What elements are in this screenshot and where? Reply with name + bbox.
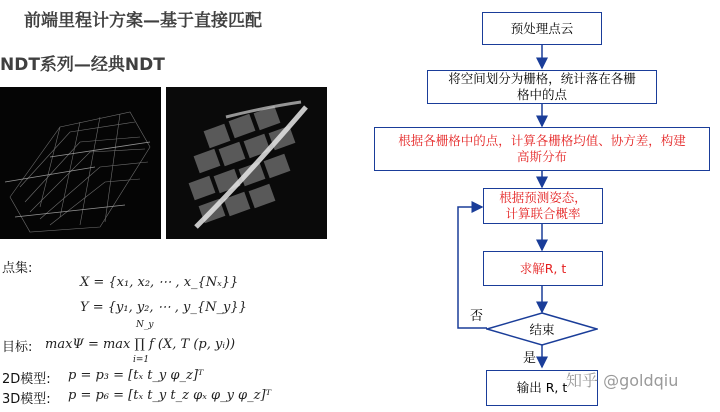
gaussian-line1: 根据各栅格中的点，计算各栅格均值、协方差，构建 — [398, 133, 686, 148]
no-branch-label: 否 — [470, 309, 484, 324]
gaussian-line2: 高斯分布 — [516, 149, 567, 164]
grid-partition-line2: 格中的点 — [516, 87, 567, 102]
model-3d-equation: p = p₆ = [tₓ t_y t_z φₓ φ_y φ_z]ᵀ — [68, 388, 272, 403]
product-lower-limit: i=1 — [133, 355, 150, 365]
slide-subtitle: NDT系列—经典NDT — [0, 55, 165, 75]
points-label: 点集: — [2, 261, 33, 276]
objective-equation: maxΨ = max ∏ f (X, T (p, yᵢ)) — [45, 337, 236, 352]
flow-step-solve — [483, 251, 603, 286]
objective-label: 目标: — [2, 340, 33, 355]
flow-step-gaussian — [374, 127, 710, 171]
flow-step-preprocess — [482, 12, 602, 45]
model-2d-equation: p = p₃ = [tₓ t_y φ_z]ᵀ — [68, 368, 204, 383]
solve-text: 求解R, t — [519, 260, 567, 276]
decision-label: 结束 — [529, 322, 555, 337]
joint-probability-line2: 计算联合概率 — [505, 206, 581, 221]
grid-partition-line1: 将空间划分为栅格，统计落在各栅 — [448, 71, 636, 86]
joint-probability-line1: 根据预测姿态， — [499, 190, 587, 205]
model-2d-label: 2D模型: — [2, 372, 51, 387]
flow-step-joint-probability — [483, 188, 603, 224]
model-3d-label: 3D模型: — [2, 392, 51, 407]
watermark-text: 知乎 @goldqiu — [566, 371, 679, 390]
product-upper-limit: N_y — [136, 320, 154, 330]
output-text: 输出 R, t — [516, 380, 568, 395]
yes-branch-label: 是 — [523, 351, 537, 366]
set-x-equation: X = {x₁, x₂, ⋯ , x_{Nₓ}} — [80, 275, 239, 290]
flow-step-grid-partition — [427, 70, 657, 104]
set-y-equation: Y = {y₁, y₂, ⋯ , y_{N_y}} — [80, 300, 247, 315]
flow-step-preprocess-text: 预处理点云 — [510, 20, 574, 36]
slide-title: 前端里程计方案—基于直接匹配 — [24, 11, 262, 31]
